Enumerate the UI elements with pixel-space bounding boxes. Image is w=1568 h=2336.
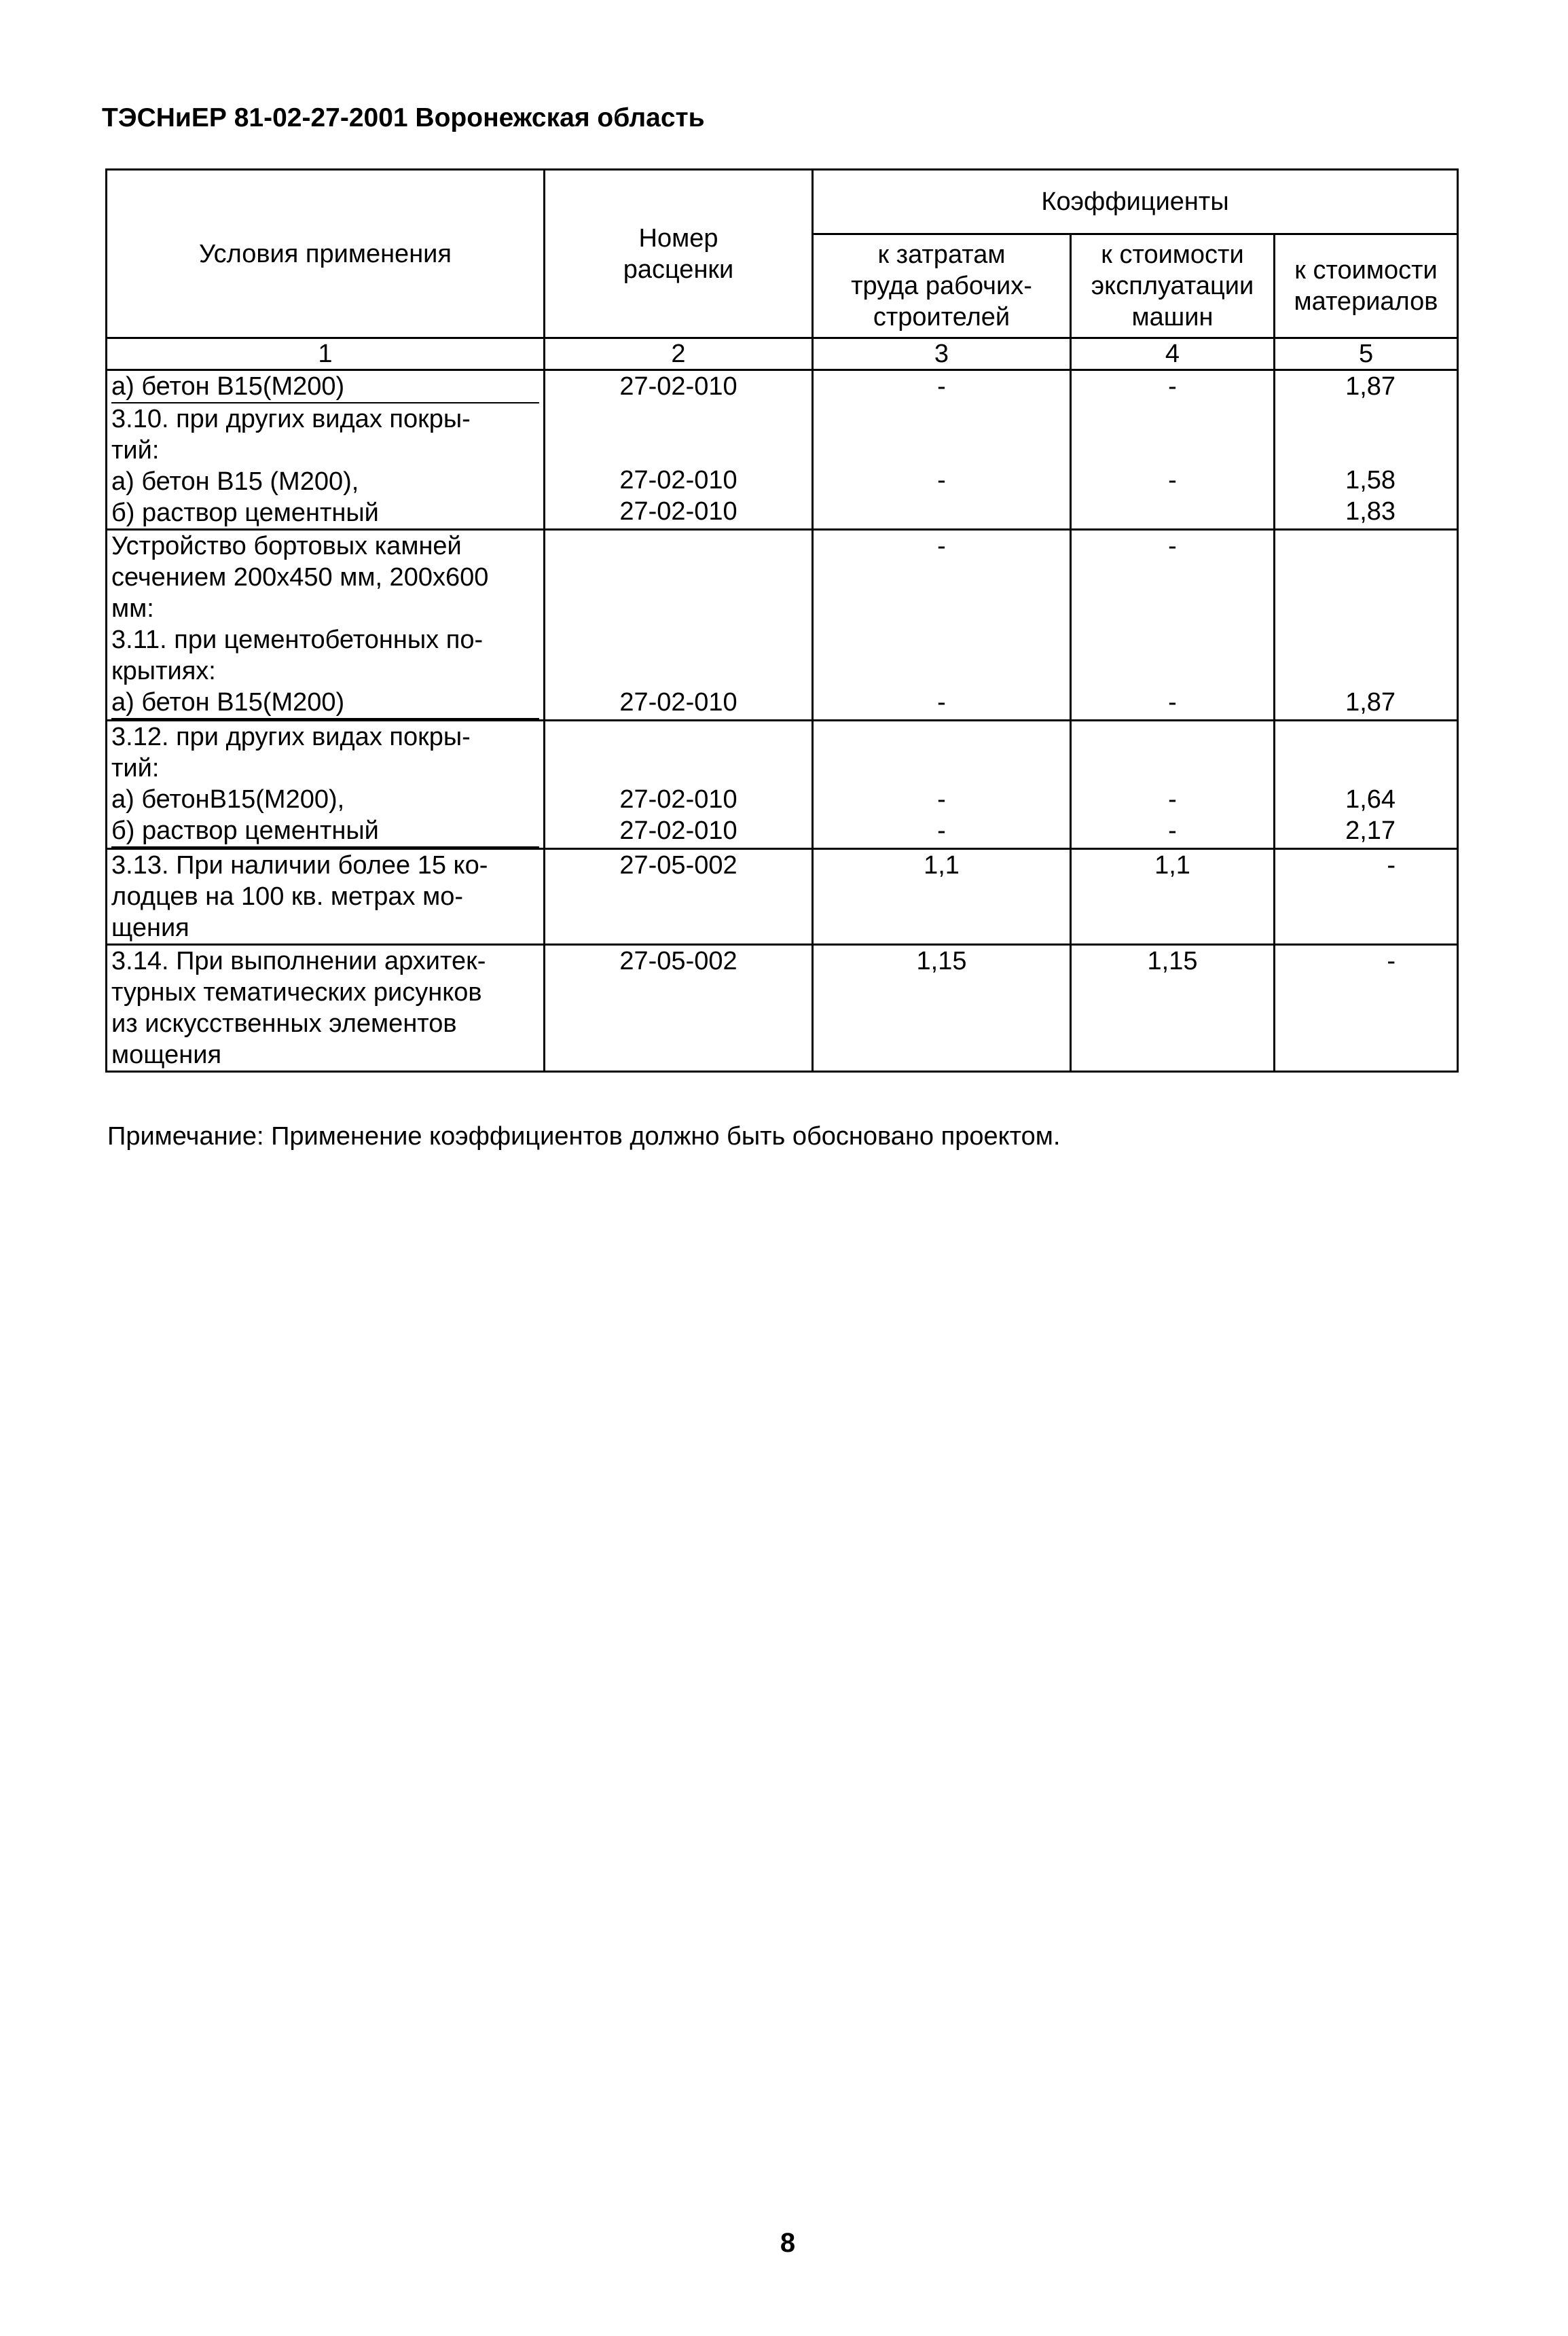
materials-coef-value (1275, 721, 1396, 753)
header-materials (1275, 234, 1458, 338)
condition-line: щения (111, 914, 189, 942)
header-materials-line: материалов (1294, 287, 1438, 316)
labor-coef-value (814, 977, 1070, 1008)
header-rate-number-line: Номер (638, 223, 718, 253)
labor-coef-value (814, 721, 1070, 753)
machines-coef-value (1072, 753, 1273, 784)
materials-coef-value (1275, 593, 1396, 624)
condition-line: 3.10. при других видах покры- (111, 405, 471, 433)
rate-number-value (545, 562, 812, 593)
rate-number-value (545, 593, 812, 624)
condition-line: 3.11. при цементобетонных по- (111, 626, 484, 654)
machines-coef-cell (1071, 945, 1275, 1072)
labor-coef-cell (813, 849, 1071, 945)
machines-coef-value: - (1168, 816, 1177, 845)
condition-line: лодцев на 100 кв. метрах мо- (111, 882, 463, 911)
header-machines-line: машин (1131, 303, 1214, 331)
table-row (107, 530, 1458, 721)
condition-line: Устройство бортовых камней (111, 532, 462, 560)
materials-coef-value (1275, 977, 1396, 1008)
labor-coef-value (814, 753, 1070, 784)
condition-line: тий: (111, 754, 160, 783)
column-number: 3 (813, 338, 1071, 370)
labor-coef-value: - (937, 816, 946, 845)
rate-number-value (545, 753, 812, 784)
header-labor-line: строителей (873, 303, 1010, 331)
rate-number-value (545, 721, 812, 753)
condition-line: крытиях: (111, 657, 216, 685)
materials-coef-cell (1275, 849, 1458, 945)
machines-coef-value (1072, 1039, 1273, 1071)
labor-coef-value (814, 1039, 1070, 1071)
rate-number-cell (545, 370, 813, 530)
machines-coef-cell (1071, 370, 1275, 530)
materials-coef-cell (1275, 530, 1458, 721)
rate-number-value: 27-02-010 (619, 785, 737, 814)
materials-coef-value: 2,17 (1345, 816, 1396, 845)
rate-number-value (545, 881, 812, 912)
machines-coef-value (1072, 562, 1273, 593)
labor-coef-value: - (937, 532, 946, 560)
condition-line: из искусственных элементов (111, 1009, 457, 1038)
labor-coef-value (814, 496, 1070, 527)
rate-number-value (545, 912, 812, 944)
rate-number-value (545, 977, 812, 1008)
header-conditions: Условия применения (107, 170, 545, 338)
materials-coef-value (1275, 912, 1396, 944)
materials-coef-cell (1275, 721, 1458, 849)
machines-coef-cell (1071, 530, 1275, 721)
machines-coef-value (1072, 433, 1273, 465)
header-machines-line: к стоимости (1101, 240, 1244, 269)
machines-coef-value (1072, 977, 1273, 1008)
materials-coef-value (1275, 753, 1396, 784)
materials-coef-value (1275, 624, 1396, 655)
condition-line: мм: (111, 594, 154, 623)
machines-coef-value (1072, 402, 1273, 433)
column-number: 2 (545, 338, 813, 370)
rate-number-value: 27-05-002 (619, 947, 737, 975)
machines-coef-value (1072, 881, 1273, 912)
condition-line: а) бетон В15(М200) (111, 687, 539, 719)
materials-coef-value: 1,58 (1345, 466, 1396, 495)
header-coefficients: Коэффициенты (813, 170, 1458, 234)
condition-line: б) раствор цементный (111, 499, 379, 527)
table-row (107, 721, 1458, 849)
rate-number-value: 27-02-010 (619, 466, 737, 495)
machines-coef-value (1072, 655, 1273, 687)
rate-number-value: 27-02-010 (619, 688, 737, 717)
machines-coef-value: - (1168, 466, 1177, 495)
labor-coef-value: - (937, 372, 946, 401)
labor-coef-cell (813, 370, 1071, 530)
rate-number-cell (545, 849, 813, 945)
condition-line: 3.13. При наличии более 15 ко- (111, 851, 488, 880)
conditions-cell (107, 370, 545, 530)
labor-coef-value: - (937, 466, 946, 495)
condition-line: турных тематических рисунков (111, 978, 482, 1007)
table-row (107, 945, 1458, 1072)
condition-line: 3.12. при других видах покры- (111, 723, 471, 751)
machines-coef-cell (1071, 721, 1275, 849)
labor-coef-value (814, 655, 1070, 687)
materials-coef-value: 1,64 (1345, 785, 1396, 814)
machines-coef-value (1072, 721, 1273, 753)
column-number: 1 (107, 338, 545, 370)
rate-number-cell (545, 945, 813, 1072)
machines-coef-value: - (1168, 372, 1177, 401)
machines-coef-value (1072, 593, 1273, 624)
labor-coef-value: 1,15 (916, 947, 967, 975)
machines-coef-value: - (1168, 688, 1177, 717)
conditions-cell (107, 721, 545, 849)
materials-coef-value (1275, 881, 1396, 912)
header-labor-line: труда рабочих- (851, 272, 1032, 300)
rate-number-cell (545, 721, 813, 849)
machines-coef-value: 1,15 (1147, 947, 1198, 975)
page-number: 8 (780, 2228, 796, 2258)
machines-coef-value: 1,1 (1154, 851, 1190, 880)
materials-coef-value: 1,83 (1345, 497, 1396, 526)
header-labor-line: к затратам (877, 240, 1006, 269)
rate-number-value (545, 655, 812, 687)
column-number: 5 (1275, 338, 1458, 370)
table-body (107, 370, 1458, 1072)
rate-number-value: 27-02-010 (619, 372, 737, 401)
machines-coef-value (1072, 1008, 1273, 1039)
materials-coef-value: - (1387, 851, 1396, 880)
labor-coef-value (814, 912, 1070, 944)
materials-coef-value (1275, 562, 1396, 593)
header-machines-line: эксплуатации (1091, 272, 1254, 300)
labor-coef-value (814, 881, 1070, 912)
materials-coef-value: - (1387, 947, 1396, 975)
header-rate-number (545, 170, 813, 338)
condition-line: а) бетон В15(М200) (111, 371, 539, 403)
materials-coef-value: 1,87 (1345, 372, 1396, 401)
footnote: Примечание: Применение коэффициентов должно быть обосновано проектом. (107, 1122, 1061, 1151)
materials-coef-value (1275, 1008, 1396, 1039)
conditions-cell (107, 530, 545, 721)
machines-coef-value: - (1168, 785, 1177, 814)
table-row (107, 849, 1458, 945)
conditions-cell (107, 945, 545, 1072)
materials-coef-value (1275, 402, 1396, 433)
coefficients-table (105, 168, 1459, 1073)
machines-coef-value: - (1168, 532, 1177, 560)
materials-coef-value: 1,87 (1345, 688, 1396, 717)
rate-number-value (545, 1039, 812, 1071)
labor-coef-value (814, 402, 1070, 433)
labor-coef-value (814, 562, 1070, 593)
table-row (107, 370, 1458, 530)
condition-line: мощения (111, 1041, 222, 1069)
rate-number-value: 27-02-010 (619, 816, 737, 845)
labor-coef-value: - (937, 785, 946, 814)
conditions-cell (107, 849, 545, 945)
materials-coef-cell (1275, 370, 1458, 530)
rate-number-value: 27-02-010 (619, 497, 737, 526)
condition-line: а) бетонВ15(М200), (111, 785, 345, 814)
labor-coef-value (814, 433, 1070, 465)
rate-number-cell (545, 530, 813, 721)
rate-number-value (545, 531, 812, 562)
labor-coef-cell (813, 721, 1071, 849)
materials-coef-value (1275, 531, 1396, 562)
labor-coef-value (814, 1008, 1070, 1039)
machines-coef-value (1072, 624, 1273, 655)
labor-coef-value (814, 624, 1070, 655)
machines-coef-cell (1071, 849, 1275, 945)
condition-line: 3.14. При выполнении архитек- (111, 947, 486, 975)
labor-coef-value: - (937, 688, 946, 717)
condition-line: сечением 200х450 мм, 200х600 (111, 563, 489, 592)
header-machines (1071, 234, 1275, 338)
column-number: 4 (1071, 338, 1275, 370)
header-labor (813, 234, 1071, 338)
rate-number-value (545, 1008, 812, 1039)
rate-number-value: 27-05-002 (619, 851, 737, 880)
condition-line: тий: (111, 436, 160, 465)
labor-coef-value (814, 593, 1070, 624)
rate-number-value (545, 624, 812, 655)
machines-coef-value (1072, 496, 1273, 527)
labor-coef-value: 1,1 (924, 851, 960, 880)
materials-coef-cell (1275, 945, 1458, 1072)
document-title: ТЭСНиЕР 81-02-27-2001 Воронежская область (102, 103, 705, 132)
header-materials-line: к стоимости (1294, 256, 1438, 285)
rate-number-value (545, 402, 812, 433)
labor-coef-cell (813, 530, 1071, 721)
materials-coef-value (1275, 1039, 1396, 1071)
materials-coef-value (1275, 655, 1396, 687)
machines-coef-value (1072, 912, 1273, 944)
materials-coef-value (1275, 433, 1396, 465)
labor-coef-cell (813, 945, 1071, 1072)
header-rate-number-line: расценки (623, 255, 734, 284)
rate-number-value (545, 433, 812, 465)
condition-line: а) бетон В15 (М200), (111, 467, 359, 496)
condition-line: б) раствор цементный (111, 815, 539, 848)
